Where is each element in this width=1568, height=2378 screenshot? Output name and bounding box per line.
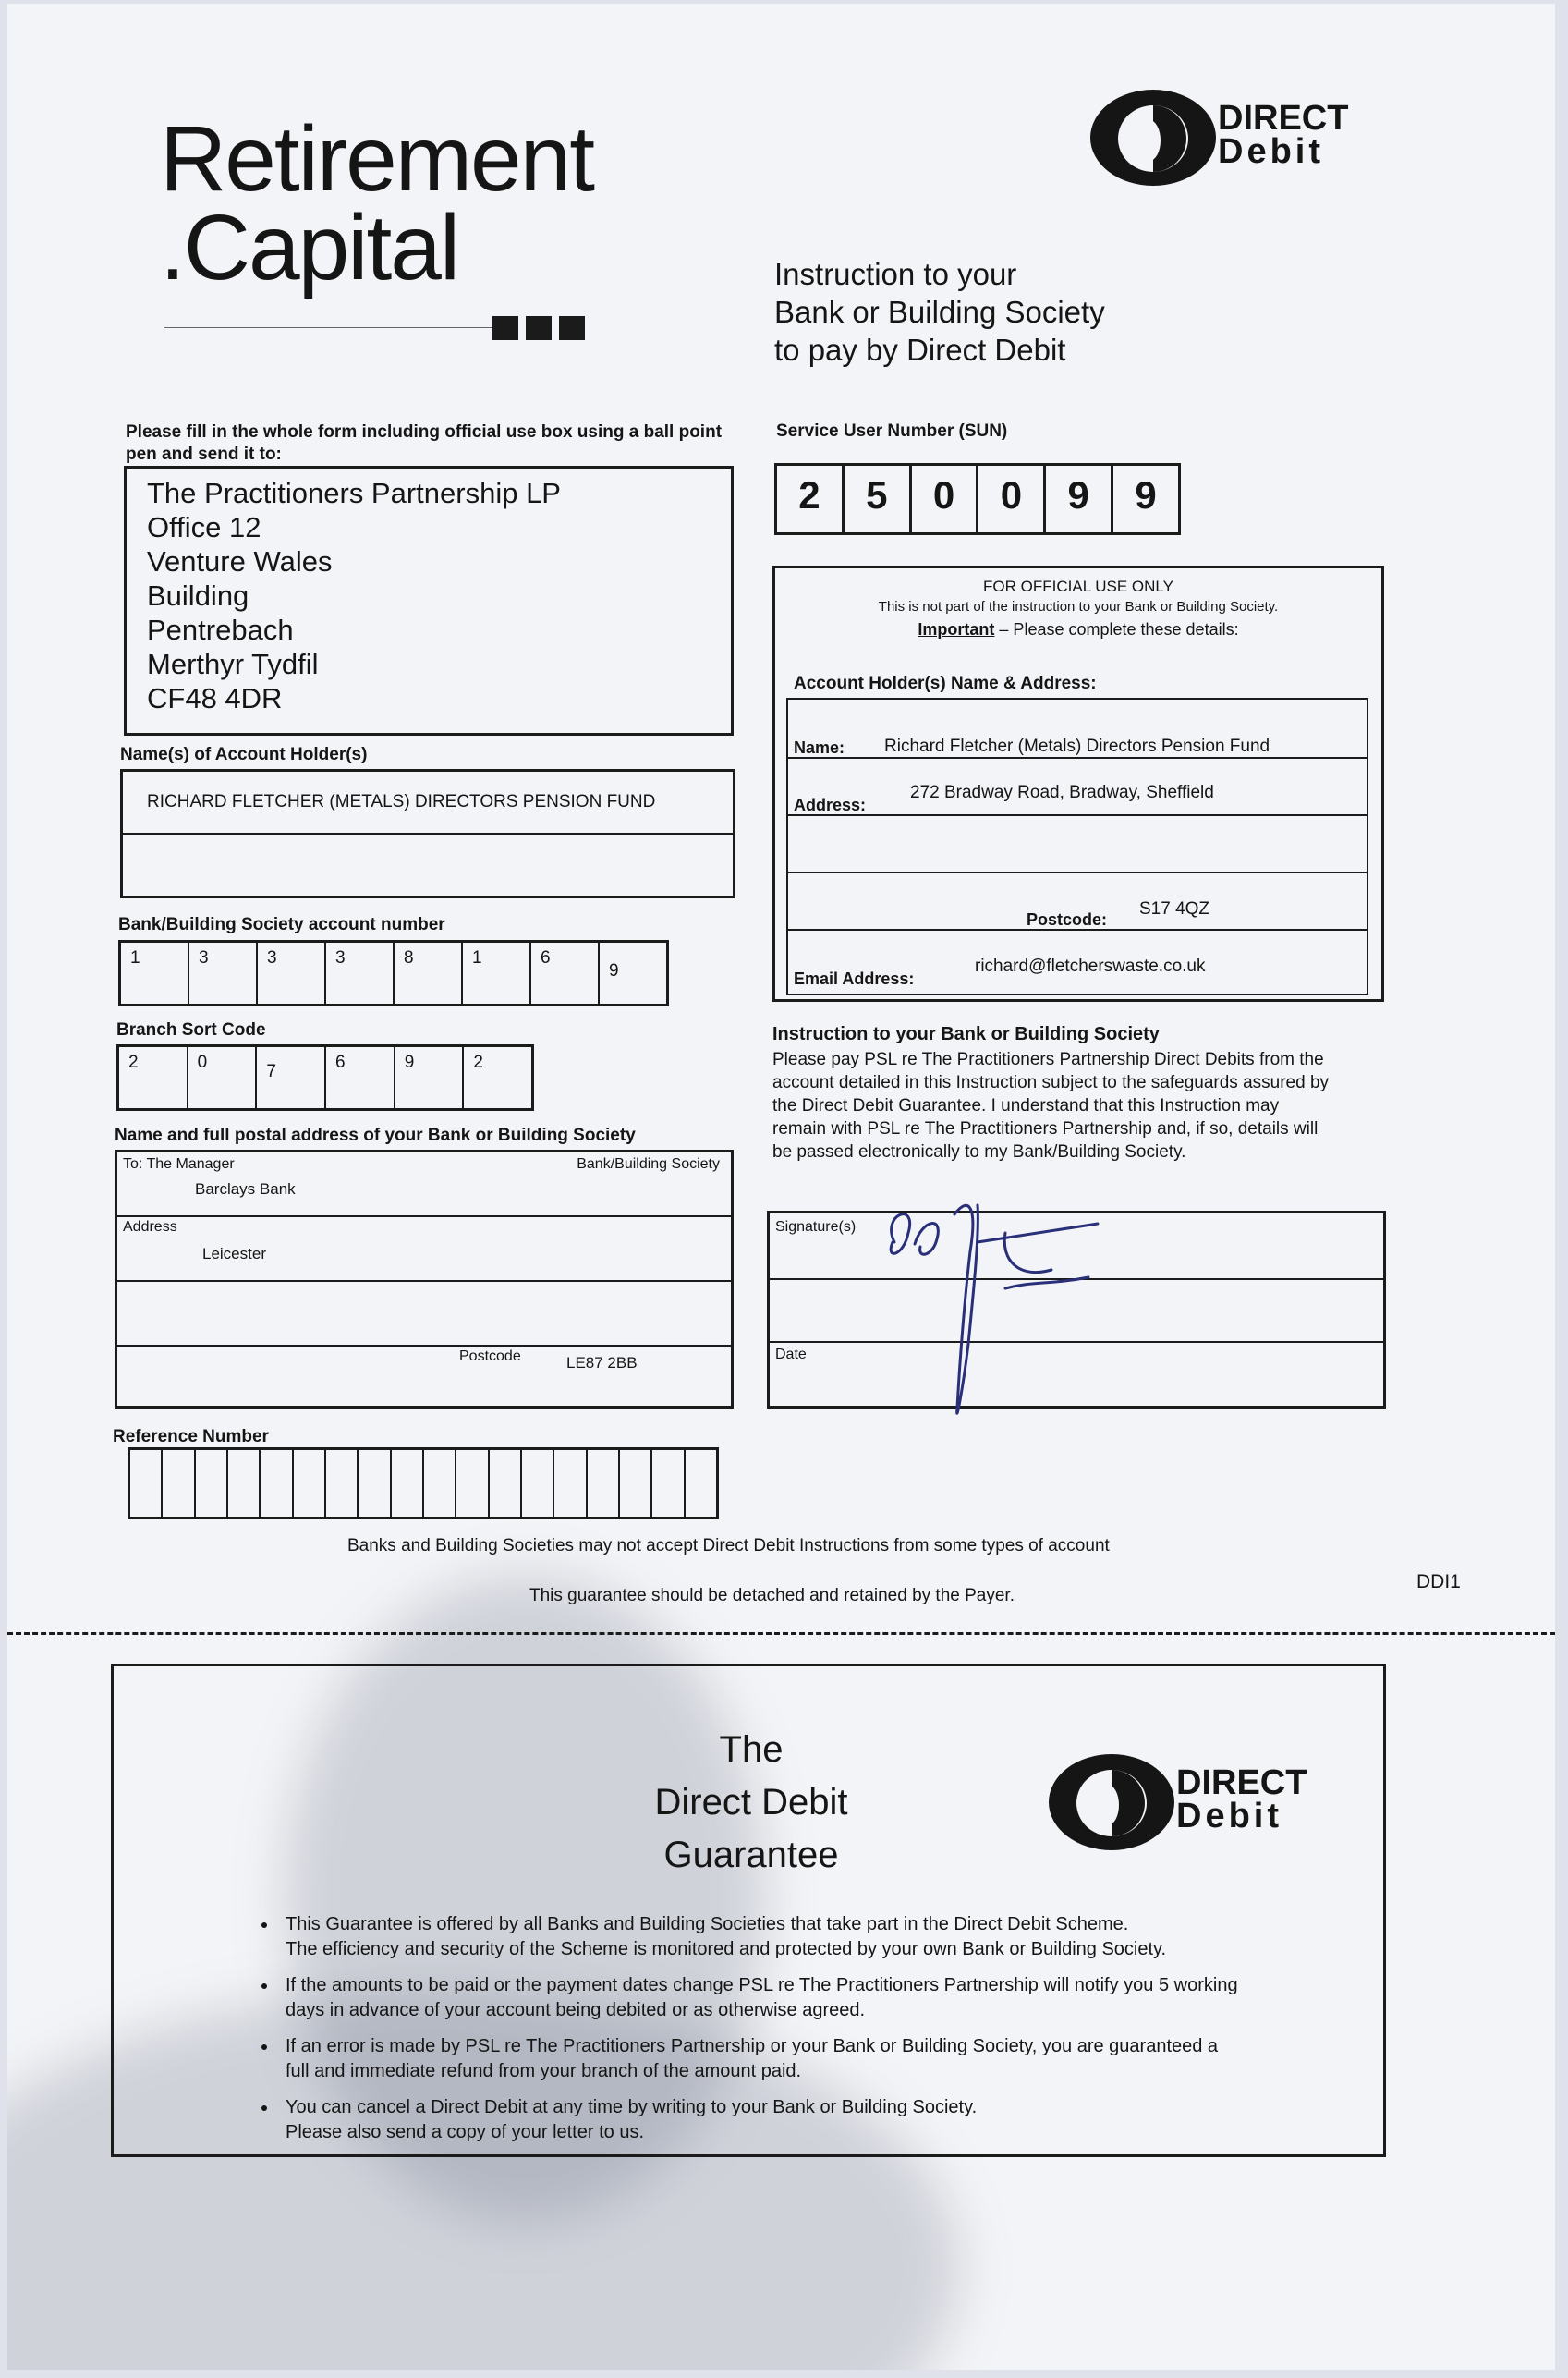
account-digit[interactable]: 8 [395, 943, 463, 1004]
address-line: The Practitioners Partnership LP [147, 477, 561, 509]
reference-number-cells [128, 1447, 719, 1519]
to-manager-label: To: The Manager [123, 1156, 235, 1172]
signature-label: Signature(s) [775, 1219, 857, 1235]
holder-name-value[interactable]: Richard Fletcher (Metals) Directors Pension Fund [884, 737, 1270, 756]
account-digit[interactable]: 3 [326, 943, 395, 1004]
address-line: Merthyr Tydfil [147, 648, 319, 680]
accept-note: Banks and Building Societies may not accept Direct Debit Instructions from some types of account [347, 1536, 1110, 1555]
guarantee-bullets [252, 1912, 1368, 2156]
sort-code-label: Branch Sort Code [116, 1020, 266, 1040]
sun-digit: 9 [1046, 466, 1113, 532]
signature-scribble-icon[interactable] [867, 1177, 1144, 1445]
sort-code-digit[interactable]: 2 [473, 1053, 483, 1072]
account-number-label: Bank/Building Society account number [118, 915, 445, 934]
dd-logo-text-2: Debit [1218, 132, 1324, 171]
sun-digit: 0 [978, 466, 1046, 532]
sort-code-digit[interactable]: 2 [119, 1047, 188, 1108]
address-line: CF48 4DR [147, 682, 283, 714]
reference-cell[interactable] [456, 1450, 489, 1517]
guarantee-box [111, 1664, 1386, 2157]
reference-cell[interactable] [620, 1450, 652, 1517]
holder-email-value[interactable]: richard@fletcherswaste.co.uk [975, 957, 1206, 976]
bank-address-value[interactable]: Leicester [202, 1245, 266, 1262]
bank-address-field-label: Address [123, 1219, 177, 1235]
reference-cell[interactable] [392, 1450, 424, 1517]
bank-name-value[interactable]: Barclays Bank [195, 1180, 296, 1198]
sun-digit: 2 [777, 466, 845, 532]
reference-cell[interactable] [588, 1450, 620, 1517]
reference-cell[interactable] [490, 1450, 522, 1517]
account-holder-box [120, 769, 735, 898]
retirement-capital-logo [160, 107, 594, 299]
send-to-address-box [124, 466, 734, 736]
guarantee-bullet: • If the amounts to be paid or the payment dates change PSL re The Practitioners Partnership will notify you 5 working days in advance of your account being debited or as otherwise agreed. [278, 1973, 1368, 2023]
holder-address-label: Address: [794, 796, 867, 814]
holder-address-value[interactable]: 272 Bradway Road, Bradway, Sheffield [910, 783, 1214, 802]
account-holder-label: Name(s) of Account Holder(s) [120, 745, 368, 764]
account-digit[interactable]: 1 [121, 943, 189, 1004]
dd-logo-text-1: DIRECT [1218, 99, 1349, 138]
holder-name-address-label: Account Holder(s) Name & Address: [794, 674, 1097, 693]
logo-line-1: Retirement [160, 107, 594, 211]
logo-line-2: .Capital [160, 196, 459, 299]
logo-squares [492, 316, 585, 340]
sun-digit: 0 [912, 466, 979, 532]
address-line: Building [147, 579, 249, 612]
official-use-subtitle: This is not part of the instruction to your Bank or Building Society. [878, 599, 1279, 615]
guarantee-title: The Direct Debit Guarantee [654, 1729, 848, 1875]
bank-address-label: Name and full postal address of your Bank or Building Society [115, 1126, 636, 1145]
guarantee-bullet: • You can cancel a Direct Debit at any time by writing to your Bank or Building Society. Please also send a copy of your letter to us. [278, 2095, 1368, 2145]
account-holder-value[interactable]: RICHARD FLETCHER (METALS) DIRECTORS PENSION FUND [147, 792, 656, 811]
reference-cell[interactable] [522, 1450, 554, 1517]
bank-postcode-value[interactable]: LE87 2BB [566, 1354, 638, 1372]
official-use-box [772, 566, 1384, 1002]
sun-cells [774, 463, 1181, 535]
sort-code-digit[interactable]: 0 [188, 1047, 258, 1108]
guarantee-bullet: • If an error is made by PSL re The Practitioners Partnership or your Bank or Building Society, you are guaranteed a full and immediate refund from your branch of the amount paid. [278, 2034, 1368, 2084]
account-digit[interactable]: 1 [463, 943, 531, 1004]
holder-name-label: Name: [794, 738, 845, 757]
detach-note: This guarantee should be detached and retained by the Payer. [529, 1586, 1015, 1605]
reference-cell[interactable] [686, 1450, 716, 1517]
direct-debit-symbol-icon [1088, 87, 1218, 189]
account-digit[interactable]: 9 [609, 961, 619, 981]
guarantee-dd-logo [1047, 1751, 1352, 1853]
sort-code-digit[interactable]: 7 [257, 1047, 326, 1108]
reference-cell[interactable] [228, 1450, 261, 1517]
account-digit[interactable]: 3 [189, 943, 258, 1004]
reference-cell[interactable] [554, 1450, 587, 1517]
reference-cell[interactable] [130, 1450, 163, 1517]
reference-cell[interactable] [326, 1450, 359, 1517]
cut-line [7, 1632, 1555, 1635]
bank-postcode-label: Postcode [459, 1348, 521, 1364]
reference-cell[interactable] [196, 1450, 228, 1517]
holder-postcode-label: Postcode: [1027, 910, 1108, 929]
date-label: Date [775, 1347, 807, 1362]
direct-debit-logo [1088, 87, 1393, 189]
holder-postcode-value[interactable]: S17 4QZ [1139, 899, 1210, 919]
bank-address-box [115, 1150, 734, 1409]
instruction-title: Instruction to your Bank or Building Society to pay by Direct Debit [774, 257, 1105, 367]
address-line: Venture Wales [147, 545, 333, 578]
reference-cell[interactable] [359, 1450, 391, 1517]
dd-logo-text-1: DIRECT [1176, 1763, 1307, 1802]
reference-cell[interactable] [261, 1450, 293, 1517]
reference-cell[interactable] [424, 1450, 456, 1517]
account-digit[interactable]: 3 [258, 943, 326, 1004]
reference-number-label: Reference Number [113, 1427, 269, 1446]
sort-code-cells [116, 1044, 534, 1111]
sun-label: Service User Number (SUN) [776, 421, 1008, 441]
send-to-label: Please fill in the whole form including official use box using a ball point pen and send it to: [126, 422, 723, 464]
reference-cell[interactable] [294, 1450, 326, 1517]
logo-underline [164, 327, 497, 328]
direct-debit-form-page [7, 4, 1555, 2370]
sort-code-digit[interactable]: 9 [395, 1047, 465, 1108]
address-line: Office 12 [147, 511, 261, 543]
instruction-heading: Instruction to your Bank or Building Society [772, 1024, 1160, 1044]
direct-debit-symbol-icon [1047, 1751, 1176, 1853]
account-number-cells [118, 940, 669, 1006]
form-code: DDI1 [1416, 1571, 1461, 1592]
holder-details-table [786, 698, 1368, 995]
sun-digit: 9 [1135, 473, 1157, 517]
reference-cell[interactable] [652, 1450, 685, 1517]
address-line: Pentrebach [147, 614, 294, 646]
important-note: Important – Please complete these details: [918, 620, 1239, 639]
bank-building-society-label: Bank/Building Society [577, 1156, 720, 1172]
reference-cell[interactable] [163, 1450, 195, 1517]
account-digit[interactable]: 6 [531, 943, 600, 1004]
sun-digit: 5 [845, 466, 912, 532]
dd-logo-text-2: Debit [1176, 1797, 1282, 1835]
holder-email-label: Email Address: [794, 969, 915, 988]
instruction-body: Please pay PSL re The Practitioners Partnership Direct Debits from the account detailed in this Instruction subject to the safeguards assured by the Direct Debit Guarantee. I understand that this Instruction may remain with PSL re The Practitioners Partnership and, if so, details will be passed electronically to my Bank/Building Society. [772, 1050, 1330, 1162]
sort-code-digit[interactable]: 6 [326, 1047, 395, 1108]
guarantee-bullet: • This Guarantee is offered by all Banks and Building Societies that take part in the Direct Debit Scheme. The efficiency and security of the Scheme is monitored and protected by your own Bank or Building Society. [278, 1912, 1368, 1962]
official-use-title: FOR OFFICIAL USE ONLY [983, 578, 1173, 595]
